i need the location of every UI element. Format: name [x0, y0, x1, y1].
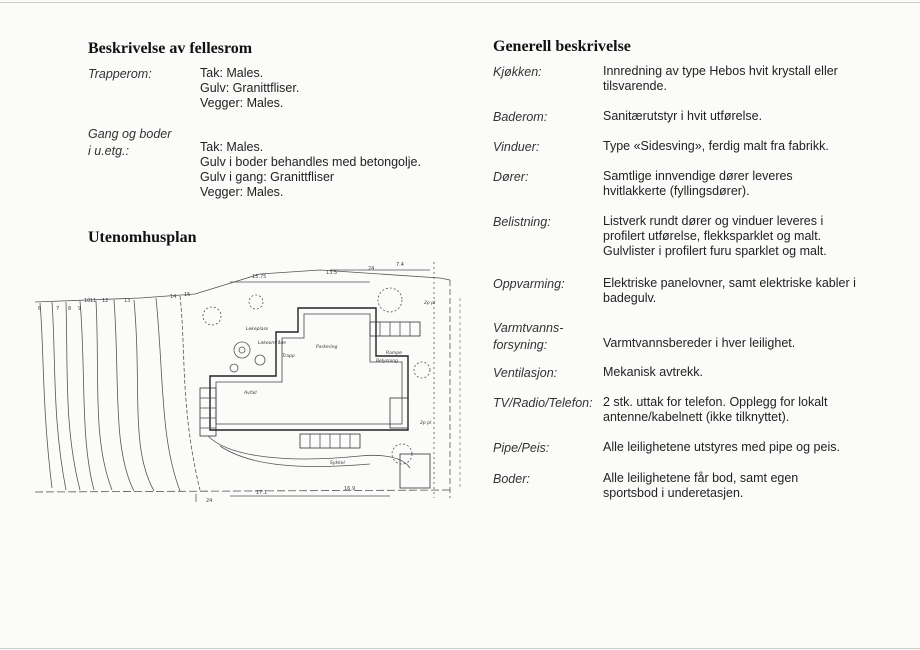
dim-1575: 15.75	[252, 274, 267, 280]
plan-label-lekeomrade: Lekeområde	[258, 341, 287, 346]
grid-6: 6	[38, 306, 42, 312]
scan-edge-top	[0, 2, 920, 3]
belistning-label: Belistning:	[493, 215, 551, 229]
gang-boder-value: Tak: Males. Gulv i boder behandles med betongolje. Gulv i gang: Granittfliser Vegger: Males.	[200, 140, 421, 199]
kjokken-label: Kjøkken:	[493, 65, 542, 79]
grid-9: 9	[78, 306, 82, 312]
plan-label-pl-b: 2p pl	[420, 421, 432, 426]
boder-value: Alle leilighetene får bod, samt egen sportsbod i underetasjen.	[603, 471, 799, 500]
grid-13: 13	[124, 298, 131, 304]
property-boundary	[35, 270, 450, 302]
oppvarming-value: Elektriske panelovner, samt elektriske kabler i badegulv.	[603, 276, 856, 305]
oppvarming-label: Oppvarming:	[493, 277, 565, 291]
dim-169: 16.9	[344, 486, 356, 492]
tv-radio-value: 2 stk. uttak for telefon. Opplegg for lokalt antenne/kabelnett (ikke tilknyttet).	[603, 395, 828, 424]
fellesrom-heading: Beskrivelse av fellesrom	[88, 40, 253, 57]
site-plan-drawing	[30, 258, 470, 508]
tv-radio-label: TV/Radio/Telefon:	[493, 396, 593, 410]
grid-8: 8	[68, 306, 72, 312]
dim-171: 17.1	[256, 490, 268, 496]
dim-135: 13.5	[326, 270, 338, 276]
ventilasjon-value: Mekanisk avtrekk.	[603, 365, 704, 379]
grid-11: 11	[90, 298, 97, 304]
dorer-value: Samtlige innvendige dører leveres hvitlakkerte (fyllingsdører).	[603, 169, 793, 198]
boder-label: Boder:	[493, 472, 530, 486]
trapperom-label: Trapperom:	[88, 67, 152, 81]
generell-heading: Generell beskrivelse	[493, 38, 631, 55]
varmtvann-value: Varmtvannsbereder i hver leilighet.	[603, 336, 796, 350]
plan-label-rampe: Rampe	[386, 351, 402, 356]
plan-label-sykkel: Sykkel	[330, 461, 345, 466]
vinduer-label: Vinduer:	[493, 140, 540, 154]
plan-label-trapp: Trapp	[282, 354, 295, 359]
plan-label-pl-a: 2p pl	[424, 301, 436, 306]
building-footprint	[210, 308, 408, 430]
plan-label-parkering: Parkering	[316, 345, 338, 350]
baderom-label: Baderom:	[493, 110, 548, 124]
trapperom-value: Tak: Males. Gulv: Granittfliser. Vegger: Males.	[200, 66, 300, 110]
grid-14: 14	[170, 294, 177, 300]
grid-10: 10	[84, 298, 91, 304]
scan-edge-bottom	[0, 648, 920, 649]
plan-label-belysning: Belysning	[376, 359, 398, 364]
dim-24b: 24	[206, 498, 213, 504]
grid-15: 15	[184, 292, 191, 298]
grid-12: 12	[102, 298, 109, 304]
pipe-peis-label: Pipe/Peis:	[493, 441, 550, 455]
utenomhusplan-heading: Utenomhusplan	[88, 229, 197, 246]
dim-24a: 24	[368, 266, 375, 272]
kjokken-value: Innredning av type Hebos hvit krystall eller tilsvarende.	[603, 64, 838, 93]
dim-74: 7.4	[396, 262, 404, 268]
belistning-value: Listverk rundt dører og vinduer leveres i profilert utførelse, flekksparklet og malt. Gulvlister i profilert furu sparklet og malt.	[603, 214, 827, 258]
baderom-value: Sanitærutstyr i hvit utførelse.	[603, 109, 763, 123]
varmtvann-label: Varmtvanns- forsyning:	[493, 321, 564, 352]
vinduer-value: Type «Sidesving», ferdig malt fra fabrikk.	[603, 139, 829, 153]
dorer-label: Dører:	[493, 170, 529, 184]
plan-label-avfall: Avfall	[244, 391, 257, 396]
gang-boder-label: Gang og boder i u.etg.:	[88, 127, 172, 158]
plan-label-lekeplass: Lekeplass	[246, 327, 269, 332]
grid-7: 7	[56, 306, 60, 312]
pipe-peis-value: Alle leilighetene utstyres med pipe og peis.	[603, 440, 840, 454]
ventilasjon-label: Ventilasjon:	[493, 366, 558, 380]
